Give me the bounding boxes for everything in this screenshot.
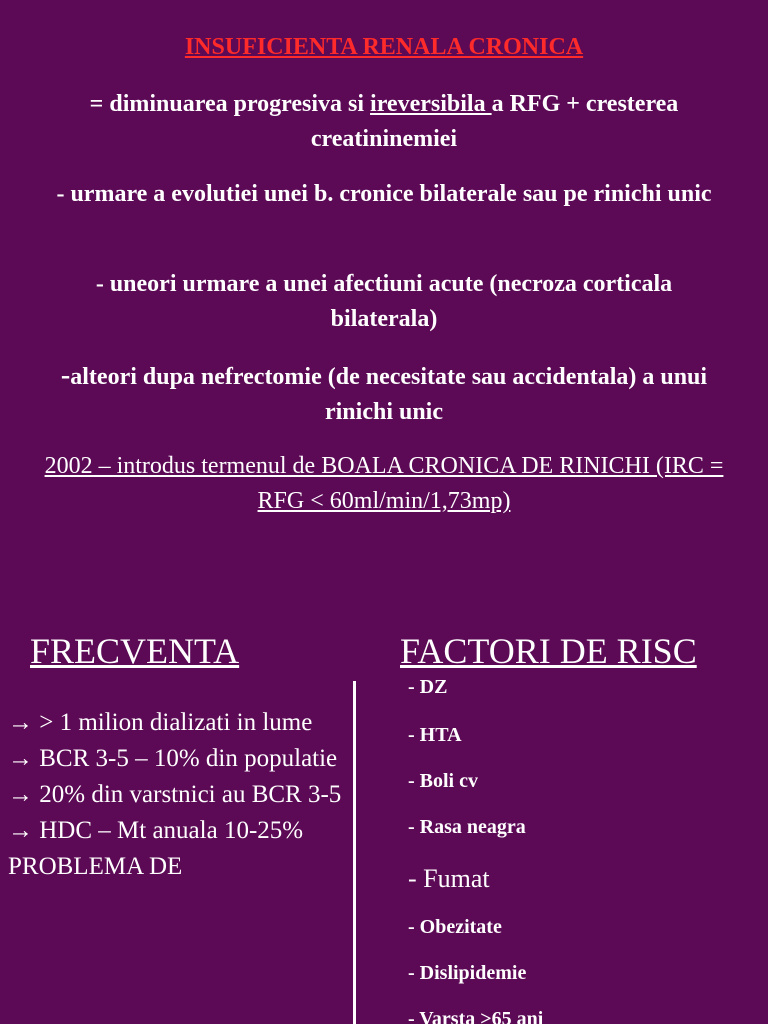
frecventa-item: PROBLEMA DE [8,853,183,880]
frecventa-heading: FRECVENTA [30,631,240,671]
factori-item: - Varsta >65 ani [408,1008,544,1024]
frecventa-list [8,705,343,885]
bullet-acute: - uneori urmare a unei afectiuni acute (necroza corticala bilaterala) [95,271,673,332]
bullet-nephrectomy [40,358,728,430]
bullet-nephrectomy-text: alteori dupa nefrectomie (de necesitate sau accidentala) a unui rinichi unic [70,364,708,425]
factori-item: - Boli cv [408,770,478,792]
column-divider [353,681,356,1024]
factori-item: - Dislipidemie [408,962,527,984]
frecventa-item: → HDC – Mt anuala 10-25% [8,817,304,844]
definition-emphasis: ireversibila [370,91,492,117]
bullet-dash: - [60,360,71,391]
slide-title: INSUFICIENTA RENALA CRONICA [184,34,584,60]
frecventa-item: → BCR 3-5 – 10% din populatie [8,745,338,772]
frecventa-item: → > 1 milion dializati in lume [8,709,313,736]
definition-paragraph [40,87,728,157]
factori-item: - Rasa neagra [408,816,526,838]
frecventa-item: → 20% din varstnici au BCR 3-5 [8,781,342,808]
factori-item: - HTA [408,724,462,746]
bullet-bilateral: - urmare a evolutiei unei b. cronice bilaterale sau pe rinichi unic [56,181,712,207]
factori-heading: FACTORI DE RISC [400,631,697,671]
factori-item: - DZ [408,676,448,698]
factori-item: - Obezitate [408,916,502,938]
factori-item: - Fumat [408,864,490,893]
definition-prefix: = diminuarea progresiva si [89,91,371,117]
ckd-note: 2002 – introdus termenul de BOALA CRONICA DE RINICHI (IRC = RFG < 60ml/min/1,73mp) [44,453,724,514]
definition-suffix: a RFG + cresterea creatininemiei [310,91,679,152]
